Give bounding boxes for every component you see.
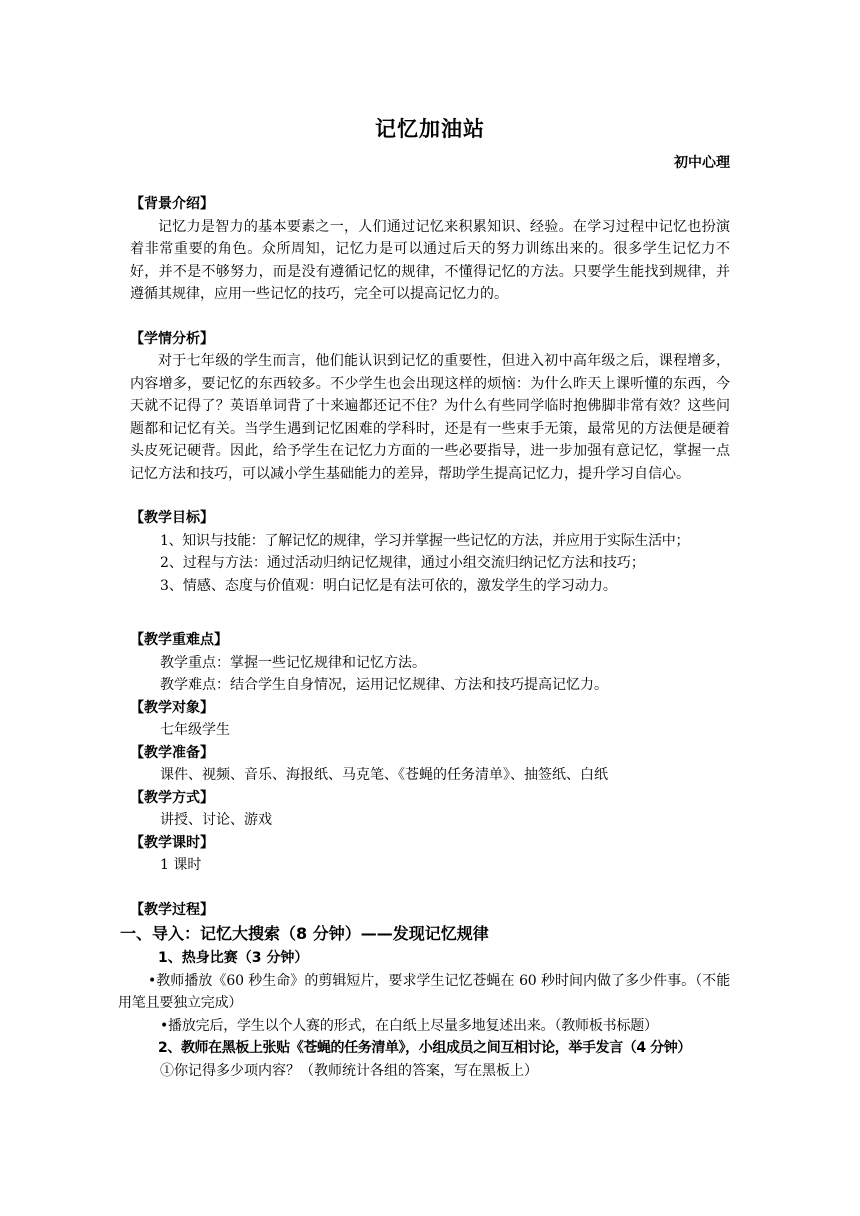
document-body (118, 193, 730, 1082)
goal-item: 1、知识与技能：了解记忆的规律，学习并掌握一些记忆的方法，并应用于实际生活中； (160, 532, 690, 549)
process-heading: 【教学过程】 (130, 901, 214, 918)
goal-item: 2、过程与方法：通过活动归纳记忆规律，通过小组交流归纳记忆方法和技巧； (160, 555, 645, 571)
analysis-heading: 【学情分析】 (130, 330, 214, 347)
section-title: 一、导入：记忆大搜索（8 分钟）——发现记忆规律 (120, 924, 489, 943)
bullet-item: •播放完后，学生以个人赛的形式，在白纸上尽量多地复述出来。（教师板书标题） (160, 1017, 658, 1034)
question-item: ①你记得多少项内容？（教师统计各组的答案，写在黑板上） (160, 1062, 538, 1079)
keypoint-item: 教学难点：结合学生自身情况，运用记忆规律、方法和技巧提高记忆力。 (160, 677, 608, 693)
document-title: 记忆加油站 (375, 117, 485, 141)
background-heading: 【背景介绍】 (130, 196, 214, 212)
hours-text: 1 课时 (160, 857, 202, 873)
bullet-item: •教师播放《60 秒生命》的剪辑短片，要求学生记忆苍蝇在 60 秒时间内做了多少件事。（不能用笔且要独立完成） (118, 972, 730, 1011)
hours-heading: 【教学课时】 (130, 834, 214, 851)
target-heading: 【教学对象】 (130, 699, 214, 716)
prep-text: 课件、视频、音乐、海报纸、马克笔、《苍蝇的任务清单》、抽签纸、白纸 (160, 767, 608, 783)
method-text: 讲授、讨论、游戏 (160, 812, 272, 828)
keypoint-item: 教学重点：掌握一些记忆规律和记忆方法。 (160, 654, 426, 671)
prep-heading: 【教学准备】 (130, 744, 214, 761)
keypoints-heading: 【教学重难点】 (130, 632, 228, 648)
method-heading: 【教学方式】 (130, 789, 214, 806)
goal-item: 3、情感、态度与价值观：明白记忆是有法可依的，激发学生的学习动力。 (160, 577, 617, 594)
goals-heading: 【教学目标】 (130, 510, 214, 526)
subsection-title: 1、热身比赛（3 分钟） (158, 950, 309, 966)
subsection-title: 2、教师在黑板上张贴《苍蝇的任务清单》，小组成员之间互相讨论，举手发言（4 分钟） (158, 1040, 691, 1056)
target-text: 七年级学生 (160, 722, 230, 738)
analysis-text: 对于七年级的学生而言，他们能认识到记忆的重要性，但进入初中高年级之后，课程增多，内容增多，要记忆的东西较多。不少学生也会出现这样的烦恼：为什么昨天上课听懂的东西，今天就不记得了？英语单词背了十来遍都还记不住？为什么有些同学临时抱佛脚非常有效？这些问题都和记忆有关。当学生遇到记忆困难的学科时，还是有一些束手无策，最常见的方法便是硬着头皮死记硬背。因此，给予学生在记忆力方面的一些必要指导，进一步加强有意记忆，掌握一点记忆方法和技巧，可以减小学生基础能力的差异，帮助学生提高记忆力，提升学习自信心。 (130, 353, 730, 482)
subject-label: 初中心理 (674, 155, 730, 171)
background-text: 记忆力是智力的基本要素之一，人们通过记忆来积累知识、经验。在学习过程中记忆也扮演着非常重要的角色。众所周知，记忆力是可以通过后天的努力训练出来的。很多学生记忆力不好，并不是不够努力，而是没有遵循记忆的规律，不懂得记忆的方法。只要学生能找到规律，并遵循其规律，应用一些记忆的技巧，完全可以提高记忆力的。 (130, 218, 730, 302)
